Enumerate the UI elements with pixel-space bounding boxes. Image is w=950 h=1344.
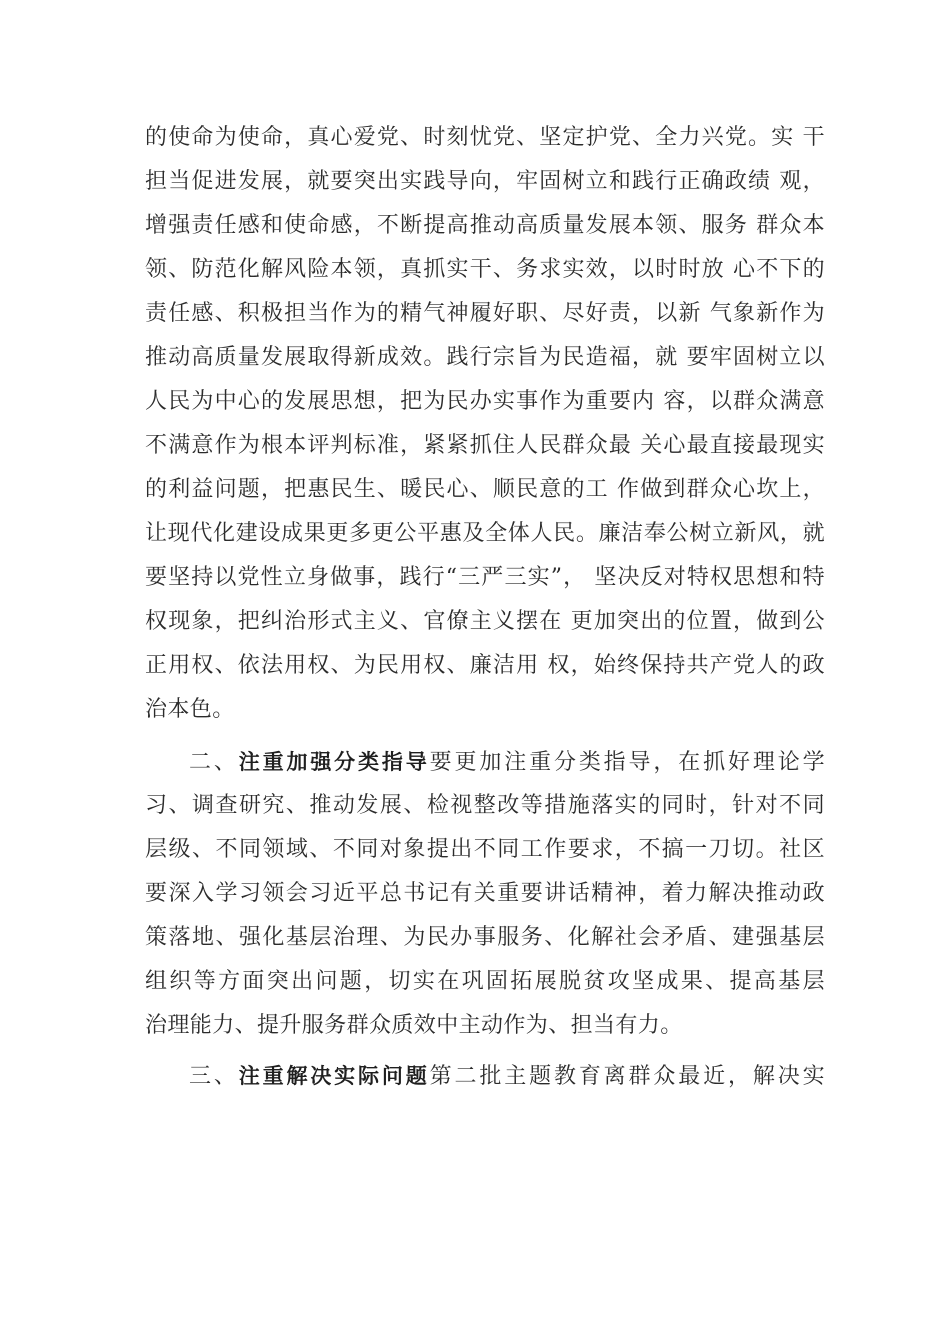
paragraph-line: 的利益问题，把惠民生、暖民心、顺民意的工 作做到群众心坎上， — [145, 477, 825, 502]
paragraph-line: 权现象，把纠治形式主义、官僚主义摆在 更加突出的位置，做到公 — [145, 609, 825, 634]
paragraph-line: 组织等方面突出问题，切实在巩固拓展脱贫攻坚成果、提高基层 — [145, 969, 825, 994]
paragraph-3 — [145, 1054, 825, 1098]
paragraph-line: 治理能力、提升服务群众质效中主动作为、担当有力。 — [145, 1013, 683, 1038]
paragraph-first-line — [145, 1054, 825, 1098]
paragraph-line: 的使命为使命，真心爱党、时刻忧党、坚定护党、全力兴党。实 干 — [145, 125, 825, 150]
paragraph-line: 推动高质量发展取得新成效。践行宗旨为民造福，就 要牢固树立以 — [145, 345, 825, 370]
paragraph-first-line — [145, 740, 825, 784]
paragraph-1 — [145, 116, 825, 732]
paragraph-line: 领、防范化解风险本领，真抓实干、务求实效，以时时放 心不下的 — [145, 257, 825, 282]
paragraph-line: 正用权、依法用权、为民用权、廉洁用 权，始终保持共产党人的政 — [145, 653, 825, 678]
paragraph-line: 让现代化建设成果更多更公平惠及全体人民。廉洁奉公树立新风，就 — [145, 521, 825, 546]
section-heading: 注重解决实际问题 — [238, 1064, 430, 1088]
section-text: 要更加注重分类指导，在抓好理论学 — [429, 750, 825, 775]
paragraph-line: 治本色。 — [145, 697, 235, 722]
paragraph-line: 层级、不同领域、不同对象提出不同工作要求，不搞一刀切。社区 — [145, 837, 825, 862]
paragraph-line: 要深入学习领会习近平总书记有关重要讲话精神，着力解决推动政 — [145, 881, 825, 906]
paragraph-line: 人民为中心的发展思想，把为民办实事作为重要内 容，以群众满意 — [145, 389, 825, 414]
paragraph-line: 担当促进发展，就要突出实践导向，牢固树立和践行正确政绩 观， — [145, 169, 825, 194]
section-text: 第二批主题教育离群众最近，解决实 — [429, 1064, 825, 1089]
paragraph-2 — [145, 740, 825, 1048]
paragraph-line: 增强责任感和使命感，不断提高推动高质量发展本领、服务 群众本 — [145, 213, 825, 238]
section-heading: 注重加强分类指导 — [238, 750, 430, 774]
paragraph-line: 习、调查研究、推动发展、检视整改等措施落实的同时，针对不同 — [145, 793, 825, 818]
section-number: 二、 — [189, 750, 239, 775]
paragraph-line: 不满意作为根本评判标准，紧紧抓住人民群众最 关心最直接最现实 — [145, 433, 825, 458]
paragraph-line: 责任感、积极担当作为的精气神履好职、尽好责，以新 气象新作为 — [145, 301, 825, 326]
paragraph-line: 要坚持以党性立身做事，践行“三严三实”， 坚决反对特权思想和特 — [145, 565, 825, 590]
paragraph-line: 策落地、强化基层治理、为民办事服务、化解社会矛盾、建强基层 — [145, 925, 825, 950]
section-number: 三、 — [189, 1064, 239, 1089]
